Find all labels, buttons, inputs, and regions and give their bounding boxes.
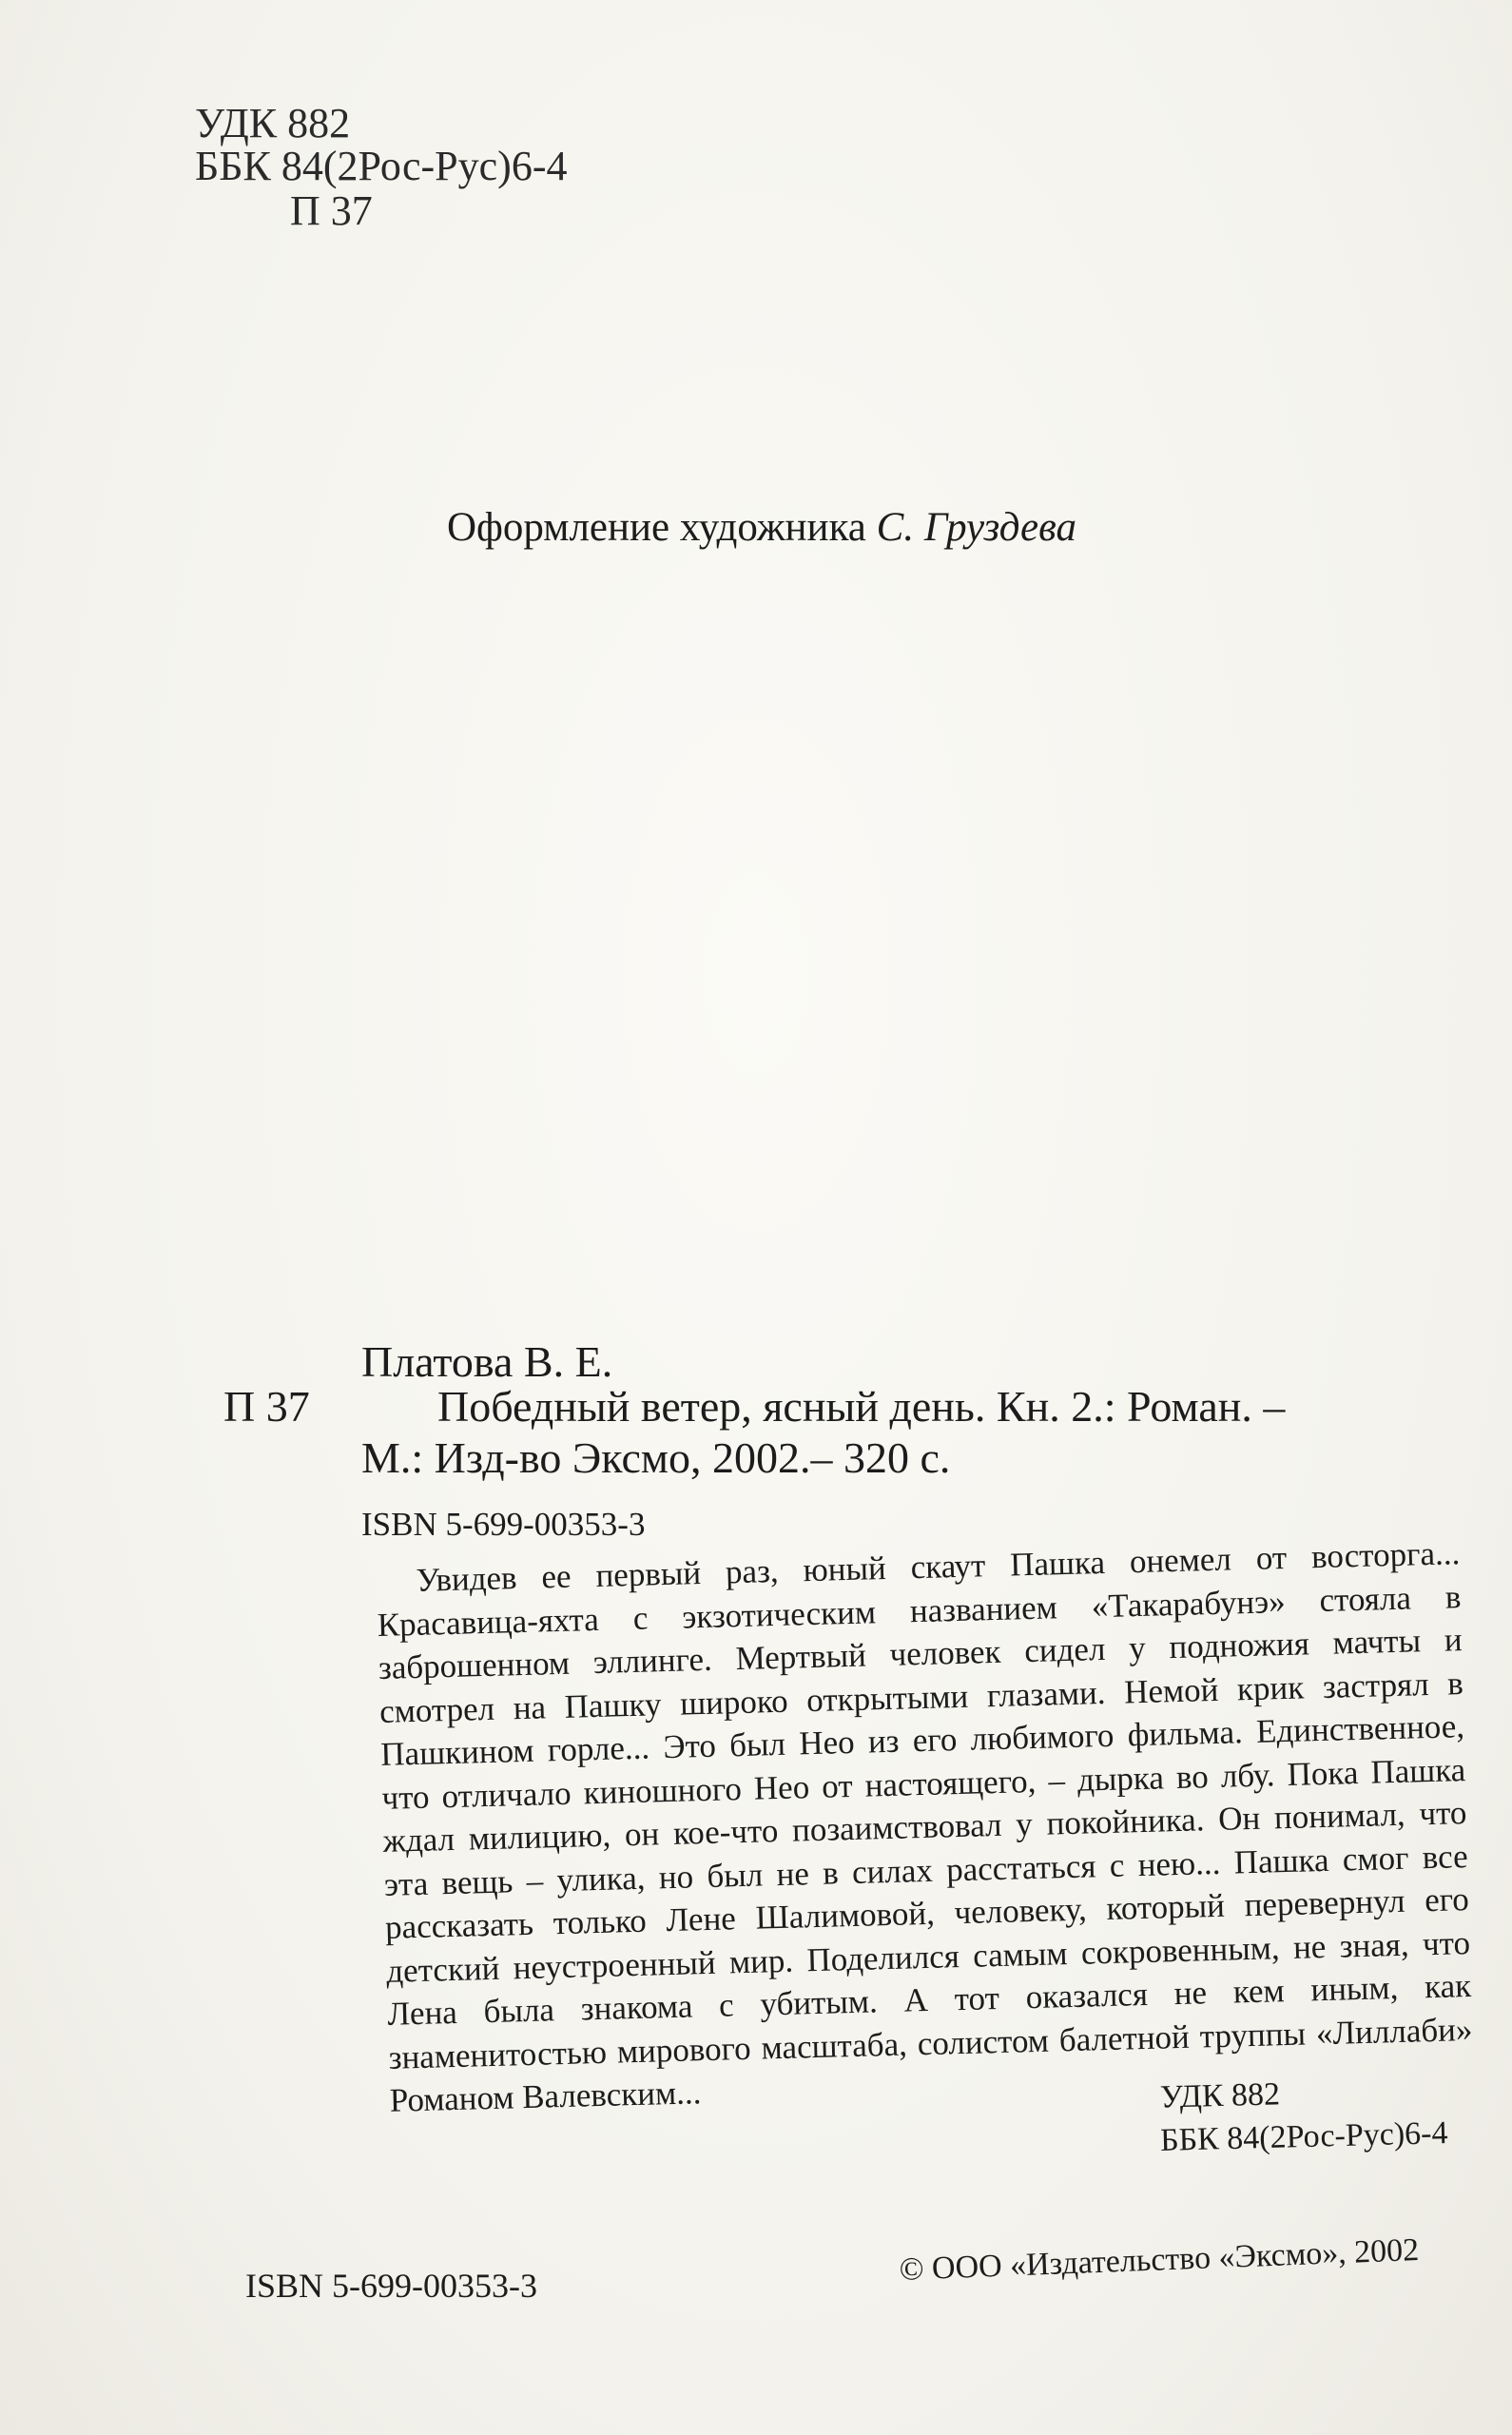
publication-line: М.: Изд-во Эксмо, 2002.– 320 с.: [361, 1433, 951, 1482]
udk-code-top: УДК 882: [195, 100, 351, 146]
isbn-bibliographic: ISBN 5-699-00353-3: [361, 1506, 646, 1543]
author-code: П 37: [223, 1382, 310, 1431]
design-credit-prefix: Оформление художника: [447, 505, 866, 550]
bbk-code-bottom: ББК 84(2Рос-Рус)6-4: [1159, 2115, 1448, 2158]
author-code-top: П 37: [290, 187, 373, 234]
copyright-notice: © ООО «Издательство «Эксмо», 2002: [899, 2232, 1420, 2288]
book-title-line: Победный ветер, ясный день. Кн. 2.: Роман. –: [437, 1382, 1286, 1431]
annotation: [376, 1531, 1474, 2122]
bbk-code-top: ББК 84(2Рос-Рус)6-4: [195, 143, 568, 189]
annotation-text: Увидев ее первый раз, юный скаут Пашка онемел от восторга... Красавица-яхта с экзотическим названием «Такарабунэ» стояла в заброшенном эллинге. Мертвый человек сидел у подножия мачты и смотрел на Пашку широко открытыми глазами. Немой крик застрял в Пашкином горле... Это был Нео из его любимого фильма. Единственное, что отличало киношного Нео от настоящего, – дырка во лбу. Пока Пашка ждал милицию, он кое-что позаимствовал у покойника. Он понимал, что эта вещь – улика, но был не в силах расстаться с нею... Пашка смог все рассказать только Лене Шалимовой, человеку, который перевернул его детский неустроенный мир. Поделился самым сокровенным, не зная, что Лена была знакома с убитым. А тот оказался не кем иным, как знаменитостью мирового масштаба, солистом балетной труппы «Лиллаби» Романом Валевским...: [377, 1534, 1473, 2119]
design-credit-artist: С. Груздева: [876, 505, 1076, 550]
design-credit: [447, 504, 1076, 551]
isbn-footer: ISBN 5-699-00353-3: [245, 2267, 537, 2305]
author-name: Платова В. Е.: [361, 1337, 613, 1386]
udk-code-bottom: УДК 882: [1159, 2076, 1281, 2115]
